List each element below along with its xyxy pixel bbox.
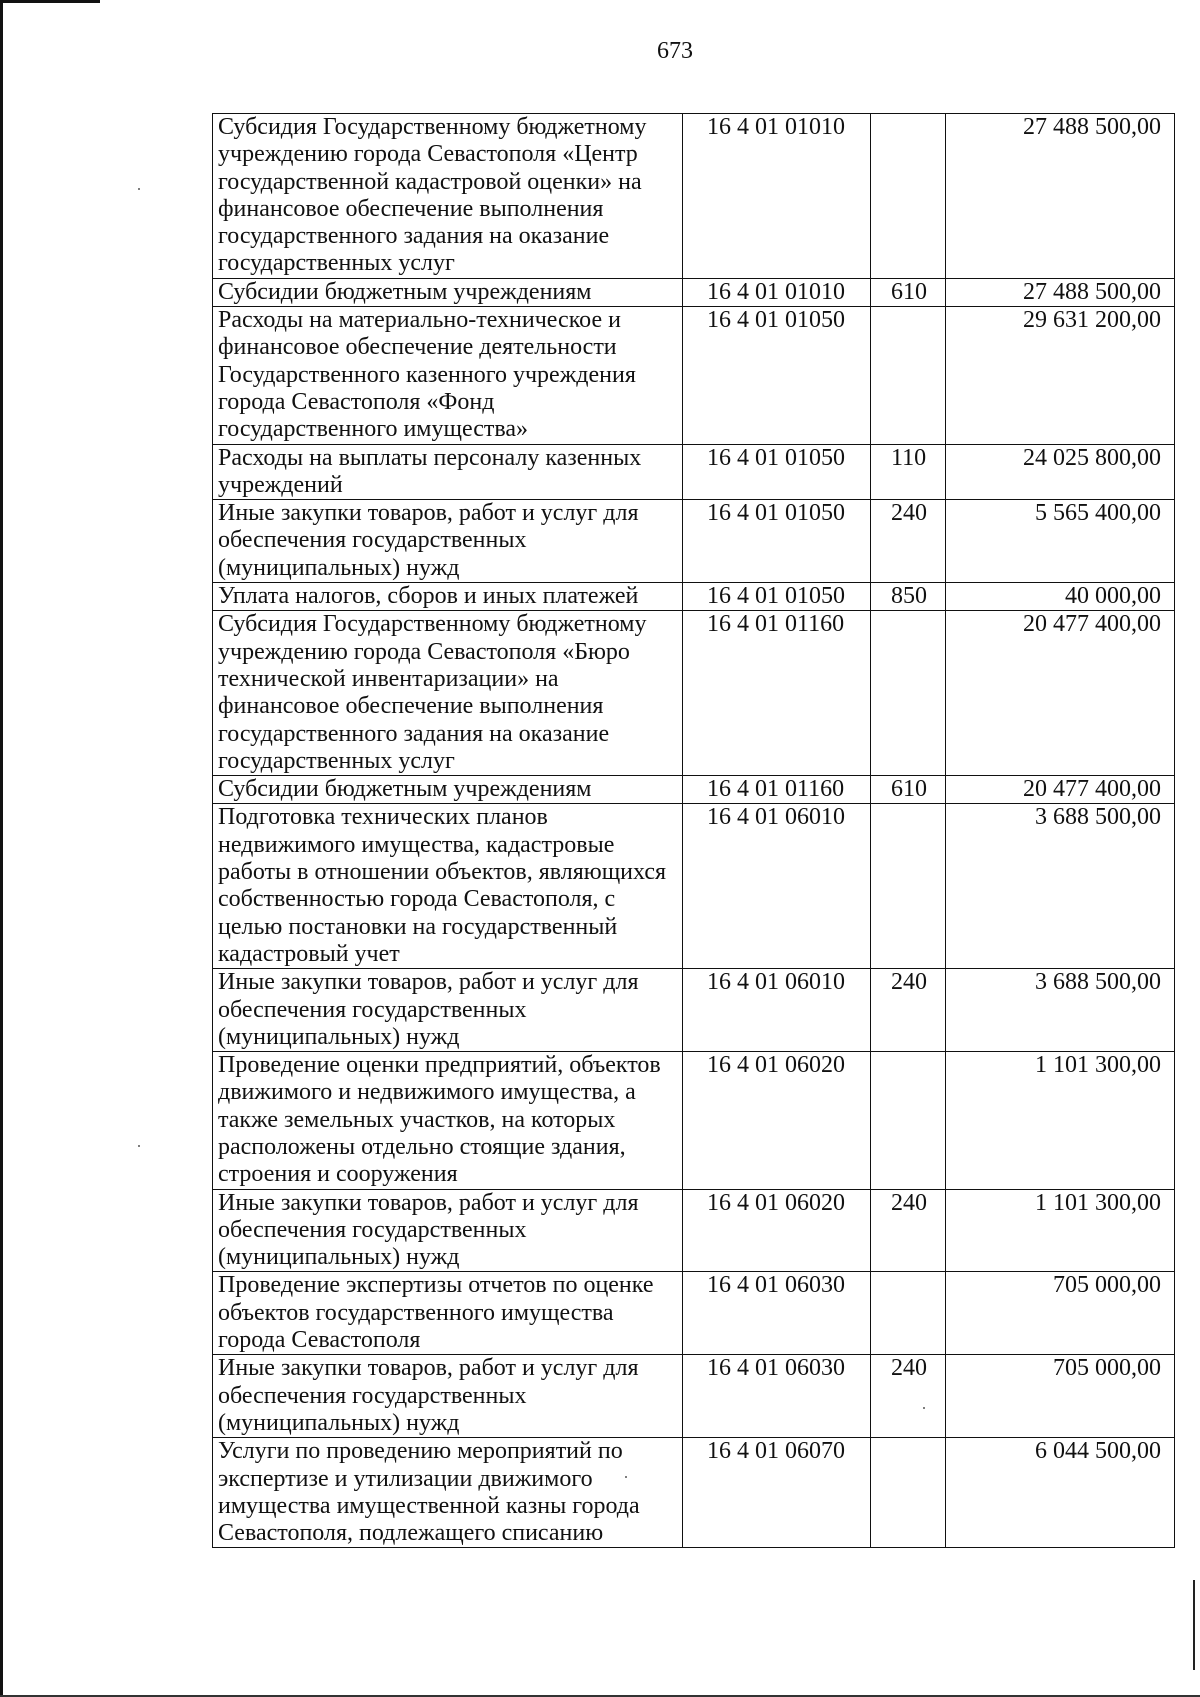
expense-type-code: 240 bbox=[871, 1355, 946, 1438]
page-number: 673 bbox=[657, 38, 693, 64]
table-row bbox=[213, 1438, 1175, 1548]
target-article-code: 16 4 01 01010 bbox=[683, 278, 871, 306]
expense-name: Проведение оценки предприятий, объектов движимого и недвижимого имущества, а также земельных участков, на которых расположены отдельно стоящие здания, строения и сооружения bbox=[213, 1052, 683, 1189]
table-row bbox=[213, 1272, 1175, 1355]
target-article-code: 16 4 01 06020 bbox=[683, 1052, 871, 1189]
table-row bbox=[213, 1052, 1175, 1189]
table-row bbox=[213, 307, 1175, 444]
expense-type-code: 610 bbox=[871, 278, 946, 306]
amount: 24 025 800,00 bbox=[946, 444, 1175, 500]
table-row bbox=[213, 804, 1175, 969]
expense-type-code bbox=[871, 611, 946, 776]
amount: 20 477 400,00 bbox=[946, 776, 1175, 804]
target-article-code: 16 4 01 01160 bbox=[683, 611, 871, 776]
expense-name: Иные закупки товаров, работ и услуг для обеспечения государственных (муниципальных) нужд bbox=[213, 500, 683, 583]
target-article-code: 16 4 01 06020 bbox=[683, 1189, 871, 1272]
expense-name: Расходы на выплаты персоналу казенных учреждений bbox=[213, 444, 683, 500]
amount: 3 688 500,00 bbox=[946, 804, 1175, 969]
amount: 6 044 500,00 bbox=[946, 1438, 1175, 1548]
amount: 27 488 500,00 bbox=[946, 114, 1175, 279]
expense-type-code bbox=[871, 307, 946, 444]
table-row bbox=[213, 114, 1175, 279]
scan-right-margin-mark bbox=[1193, 1580, 1195, 1670]
amount: 27 488 500,00 bbox=[946, 278, 1175, 306]
target-article-code: 16 4 01 01050 bbox=[683, 583, 871, 611]
target-article-code: 16 4 01 01050 bbox=[683, 307, 871, 444]
amount: 20 477 400,00 bbox=[946, 611, 1175, 776]
expense-type-code bbox=[871, 1272, 946, 1355]
amount: 40 000,00 bbox=[946, 583, 1175, 611]
expense-name: Проведение экспертизы отчетов по оценке объектов государственного имущества города Севастополя bbox=[213, 1272, 683, 1355]
target-article-code: 16 4 01 06010 bbox=[683, 969, 871, 1052]
expense-name: Субсидия Государственному бюджетному учреждению города Севастополя «Центр государственной кадастровой оценки» на финансовое обеспечение выполнения государственного задания на оказание государственных услуг bbox=[213, 114, 683, 279]
scan-top-edge bbox=[0, 0, 100, 3]
expense-type-code: 850 bbox=[871, 583, 946, 611]
expense-name: Уплата налогов, сборов и иных платежей bbox=[213, 583, 683, 611]
expense-type-code: 610 bbox=[871, 776, 946, 804]
target-article-code: 16 4 01 06030 bbox=[683, 1355, 871, 1438]
amount: 3 688 500,00 bbox=[946, 969, 1175, 1052]
expense-name: Субсидии бюджетным учреждениям bbox=[213, 278, 683, 306]
scan-speck bbox=[138, 1145, 140, 1147]
expense-type-code bbox=[871, 114, 946, 279]
expense-name: Иные закупки товаров, работ и услуг для обеспечения государственных (муниципальных) нужд bbox=[213, 1189, 683, 1272]
table-row bbox=[213, 969, 1175, 1052]
expense-name: Субсидия Государственному бюджетному учреждению города Севастополя «Бюро технической инвентаризации» на финансовое обеспечение выполнения государственного задания на оказание государственных услуг bbox=[213, 611, 683, 776]
table-row bbox=[213, 500, 1175, 583]
table-row bbox=[213, 1189, 1175, 1272]
target-article-code: 16 4 01 06070 bbox=[683, 1438, 871, 1548]
expense-name: Расходы на материально-техническое и финансовое обеспечение деятельности Государственного казенного учреждения города Севастополя «Фонд государственного имущества» bbox=[213, 307, 683, 444]
expense-type-code: 240 bbox=[871, 1189, 946, 1272]
table-row bbox=[213, 611, 1175, 776]
target-article-code: 16 4 01 06030 bbox=[683, 1272, 871, 1355]
target-article-code: 16 4 01 06010 bbox=[683, 804, 871, 969]
expense-type-code bbox=[871, 1438, 946, 1548]
target-article-code: 16 4 01 01050 bbox=[683, 444, 871, 500]
expense-name: Услуги по проведению мероприятий по экспертизе и утилизации движимого имущества имущественной казны города Севастополя, подлежащего списанию bbox=[213, 1438, 683, 1548]
target-article-code: 16 4 01 01050 bbox=[683, 500, 871, 583]
expense-name: Иные закупки товаров, работ и услуг для обеспечения государственных (муниципальных) нужд bbox=[213, 1355, 683, 1438]
expense-name: Иные закупки товаров, работ и услуг для обеспечения государственных (муниципальных) нужд bbox=[213, 969, 683, 1052]
amount: 1 101 300,00 bbox=[946, 1052, 1175, 1189]
amount: 1 101 300,00 bbox=[946, 1189, 1175, 1272]
amount: 29 631 200,00 bbox=[946, 307, 1175, 444]
table-row bbox=[213, 1355, 1175, 1438]
scan-speck bbox=[138, 188, 140, 190]
scan-left-edge bbox=[0, 0, 3, 1697]
target-article-code: 16 4 01 01010 bbox=[683, 114, 871, 279]
table-row bbox=[213, 776, 1175, 804]
expense-name: Подготовка технических планов недвижимого имущества, кадастровые работы в отношении объектов, являющихся собственностью города Севастополя, с целью постановки на государственный кадастровый учет bbox=[213, 804, 683, 969]
expense-type-code bbox=[871, 1052, 946, 1189]
target-article-code: 16 4 01 01160 bbox=[683, 776, 871, 804]
amount: 705 000,00 bbox=[946, 1355, 1175, 1438]
expense-type-code: 240 bbox=[871, 500, 946, 583]
amount: 705 000,00 bbox=[946, 1272, 1175, 1355]
expense-type-code: 240 bbox=[871, 969, 946, 1052]
table-row bbox=[213, 278, 1175, 306]
budget-table bbox=[212, 113, 1175, 1548]
table-row bbox=[213, 444, 1175, 500]
expense-type-code bbox=[871, 804, 946, 969]
expense-type-code: 110 bbox=[871, 444, 946, 500]
expense-name: Субсидии бюджетным учреждениям bbox=[213, 776, 683, 804]
amount: 5 565 400,00 bbox=[946, 500, 1175, 583]
table-row bbox=[213, 583, 1175, 611]
